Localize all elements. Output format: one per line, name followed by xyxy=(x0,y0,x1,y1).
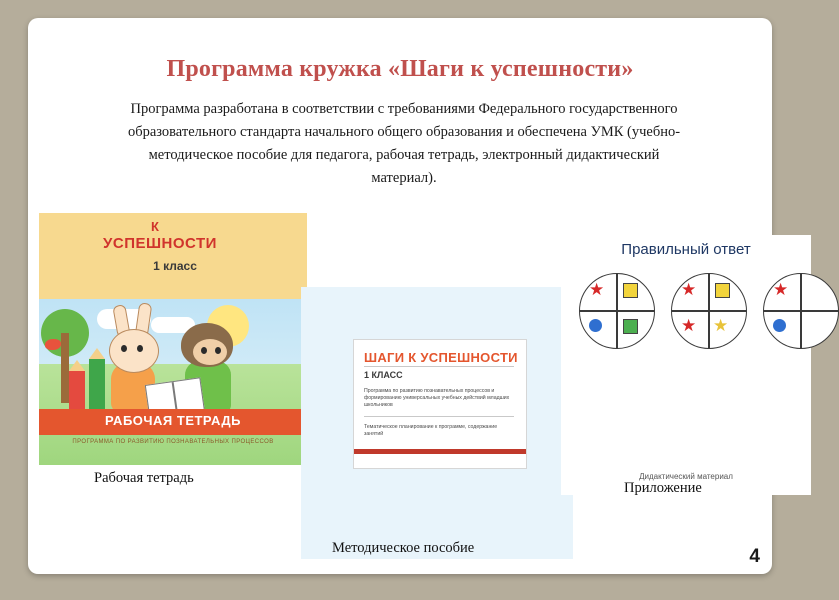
caption-appendix: Приложение xyxy=(624,480,702,496)
bird-icon xyxy=(45,339,61,350)
image-methodical-manual xyxy=(328,314,546,532)
caption-workbook: Рабочая тетрадь xyxy=(94,470,194,486)
cover-banner-label: РАБОЧАЯ ТЕТРАДЬ xyxy=(105,413,241,428)
manual-cover-sheet xyxy=(353,339,527,469)
appendix-footer: Дидактический материал xyxy=(639,472,733,481)
circle-icon xyxy=(773,319,786,332)
manual-accent-bar xyxy=(354,449,526,454)
star-icon: ★ xyxy=(713,316,729,335)
slide-canvas xyxy=(28,18,789,574)
divider xyxy=(364,416,514,417)
tree-trunk xyxy=(61,333,69,403)
manual-title: ШАГИ К УСПЕШНОСТИ xyxy=(364,350,518,365)
manual-grade: 1 КЛАСС xyxy=(364,370,403,380)
image-workbook-cover xyxy=(64,219,282,448)
square-icon xyxy=(715,283,730,298)
page-subtitle: Программа разработана в соответствии с требованиями Федерального государственного образовательного стандарта начального общего образования и обеспечена УМК (учебно-методическое пособие для педагога, рабочая тетрадь, электронный дидактический материал). xyxy=(127,101,681,186)
hedgehog-face xyxy=(193,339,227,365)
rabbit-eye xyxy=(137,345,143,352)
cover-line2: УСПЕШНОСТИ xyxy=(103,235,217,252)
workbook-illustration xyxy=(39,213,307,465)
cover-line1: К xyxy=(151,219,159,234)
cover-footer: ПРОГРАММА ПО РАЗВИТИЮ ПОЗНАВАТЕЛЬНЫХ ПРОЦЕССОВ xyxy=(72,439,274,445)
appendix-header: Правильный ответ xyxy=(621,241,751,258)
cover-banner xyxy=(39,409,307,435)
hedgehog-eye xyxy=(215,347,221,354)
page-title: Программа кружка «Шаги к успешности» xyxy=(166,56,634,82)
divider xyxy=(364,366,514,367)
manual-paragraph-2: Тематическое планирование к программе, содержание занятий xyxy=(364,424,498,437)
hedgehog-eye xyxy=(201,347,207,354)
rabbit-head xyxy=(109,329,159,373)
star-icon: ★ xyxy=(681,280,697,299)
appendix-illustration xyxy=(561,235,811,495)
star-icon: ★ xyxy=(589,280,605,299)
cover-grade: 1 класс xyxy=(153,259,197,273)
manual-paragraph-1: Программа по развитию познавательных процессов и формированию универсальных учебных действий младших школьников xyxy=(364,388,510,408)
circle-icon xyxy=(589,319,602,332)
image-appendix-cards xyxy=(576,241,794,481)
manual-illustration xyxy=(301,287,573,559)
star-icon: ★ xyxy=(773,280,789,299)
caption-methodical-manual: Методическое пособие xyxy=(332,540,475,556)
star-icon: ★ xyxy=(681,316,697,335)
rabbit-eye xyxy=(121,345,127,352)
square-icon xyxy=(623,319,638,334)
square-icon xyxy=(623,283,638,298)
page-number: 4 xyxy=(749,546,760,567)
